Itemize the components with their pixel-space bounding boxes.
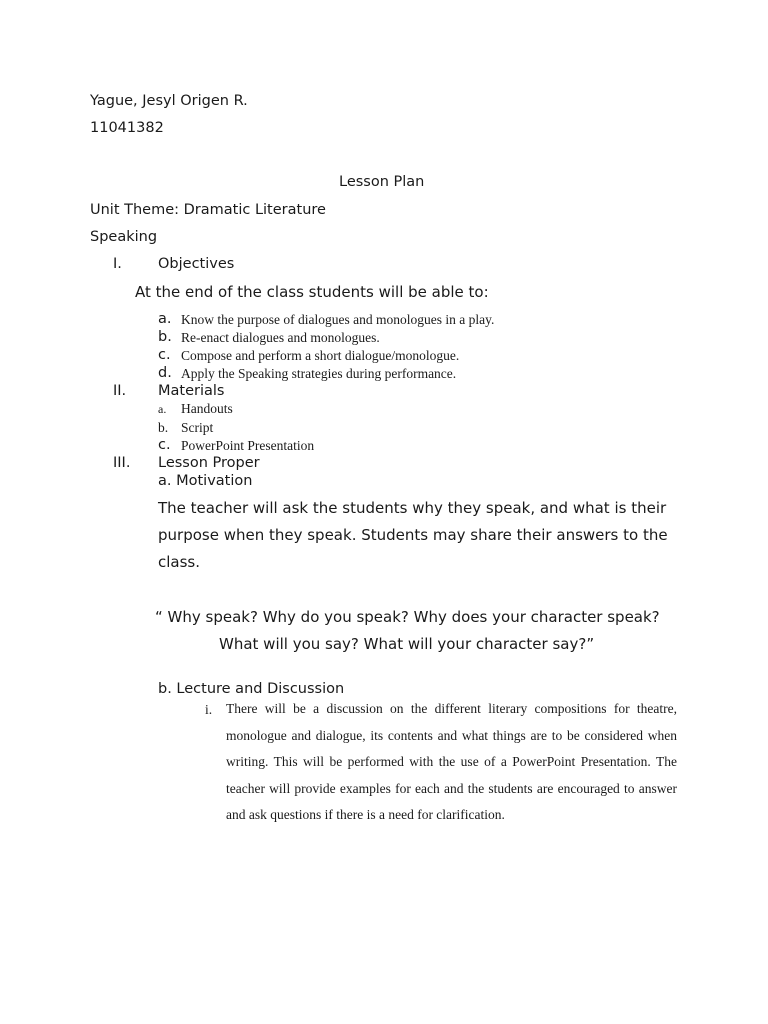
objective-item: Apply the Speaking strategies during performance. bbox=[181, 366, 457, 381]
list-marker: d. bbox=[158, 365, 172, 381]
skill-heading: Speaking bbox=[90, 229, 158, 245]
section-heading-objectives: Objectives bbox=[158, 256, 235, 272]
page-title: Lesson Plan bbox=[339, 174, 425, 190]
section-numeral: I. bbox=[113, 256, 122, 272]
list-marker: a. bbox=[158, 402, 167, 416]
objective-item: Compose and perform a short dialogue/monologue. bbox=[181, 348, 460, 363]
list-marker: c. bbox=[158, 437, 171, 453]
section-numeral: II. bbox=[113, 383, 127, 399]
objective-item: Know the purpose of dialogues and monologues in a play. bbox=[181, 312, 495, 327]
lecture-item: There will be a discussion on the different literary compositions for theatre, monologue and dialogue, its contents and what things are to be considered when writing. This will be performed with the use of a PowerPoint Presentation. The teacher will provide examples for each and the students are encouraged to answer and ask questions if there is a need for clarification. bbox=[226, 701, 677, 822]
list-marker: b. bbox=[158, 329, 172, 345]
section-heading-materials: Materials bbox=[158, 383, 225, 399]
material-item: Handouts bbox=[181, 401, 233, 416]
list-marker: c. bbox=[158, 347, 171, 363]
list-marker: b. bbox=[158, 420, 169, 435]
section-heading-lesson-proper: Lesson Proper bbox=[158, 455, 260, 471]
objectives-intro: At the end of the class students will be able to: bbox=[135, 283, 489, 301]
material-item: PowerPoint Presentation bbox=[181, 438, 315, 453]
motivation-paragraph: The teacher will ask the students why they speak, and what is their purpose when they speak. Students may share their answers to the class. bbox=[158, 499, 668, 571]
student-id: 11041382 bbox=[90, 120, 164, 136]
subsection-lecture: b. Lecture and Discussion bbox=[158, 681, 345, 697]
quote-line-2: What will you say? What will your character say?” bbox=[219, 635, 595, 653]
objective-item: Re-enact dialogues and monologues. bbox=[181, 330, 380, 345]
unit-theme: Unit Theme: Dramatic Literature bbox=[90, 202, 326, 218]
material-item: Script bbox=[181, 420, 214, 435]
section-numeral: III. bbox=[113, 455, 131, 471]
list-marker: a. bbox=[158, 311, 172, 327]
subsection-motivation: a. Motivation bbox=[158, 473, 253, 489]
author-name: Yague, Jesyl Origen R. bbox=[90, 93, 248, 109]
quote-line-1: “ Why speak? Why do you speak? Why does your character speak? bbox=[155, 608, 660, 626]
list-marker: i. bbox=[205, 702, 213, 717]
